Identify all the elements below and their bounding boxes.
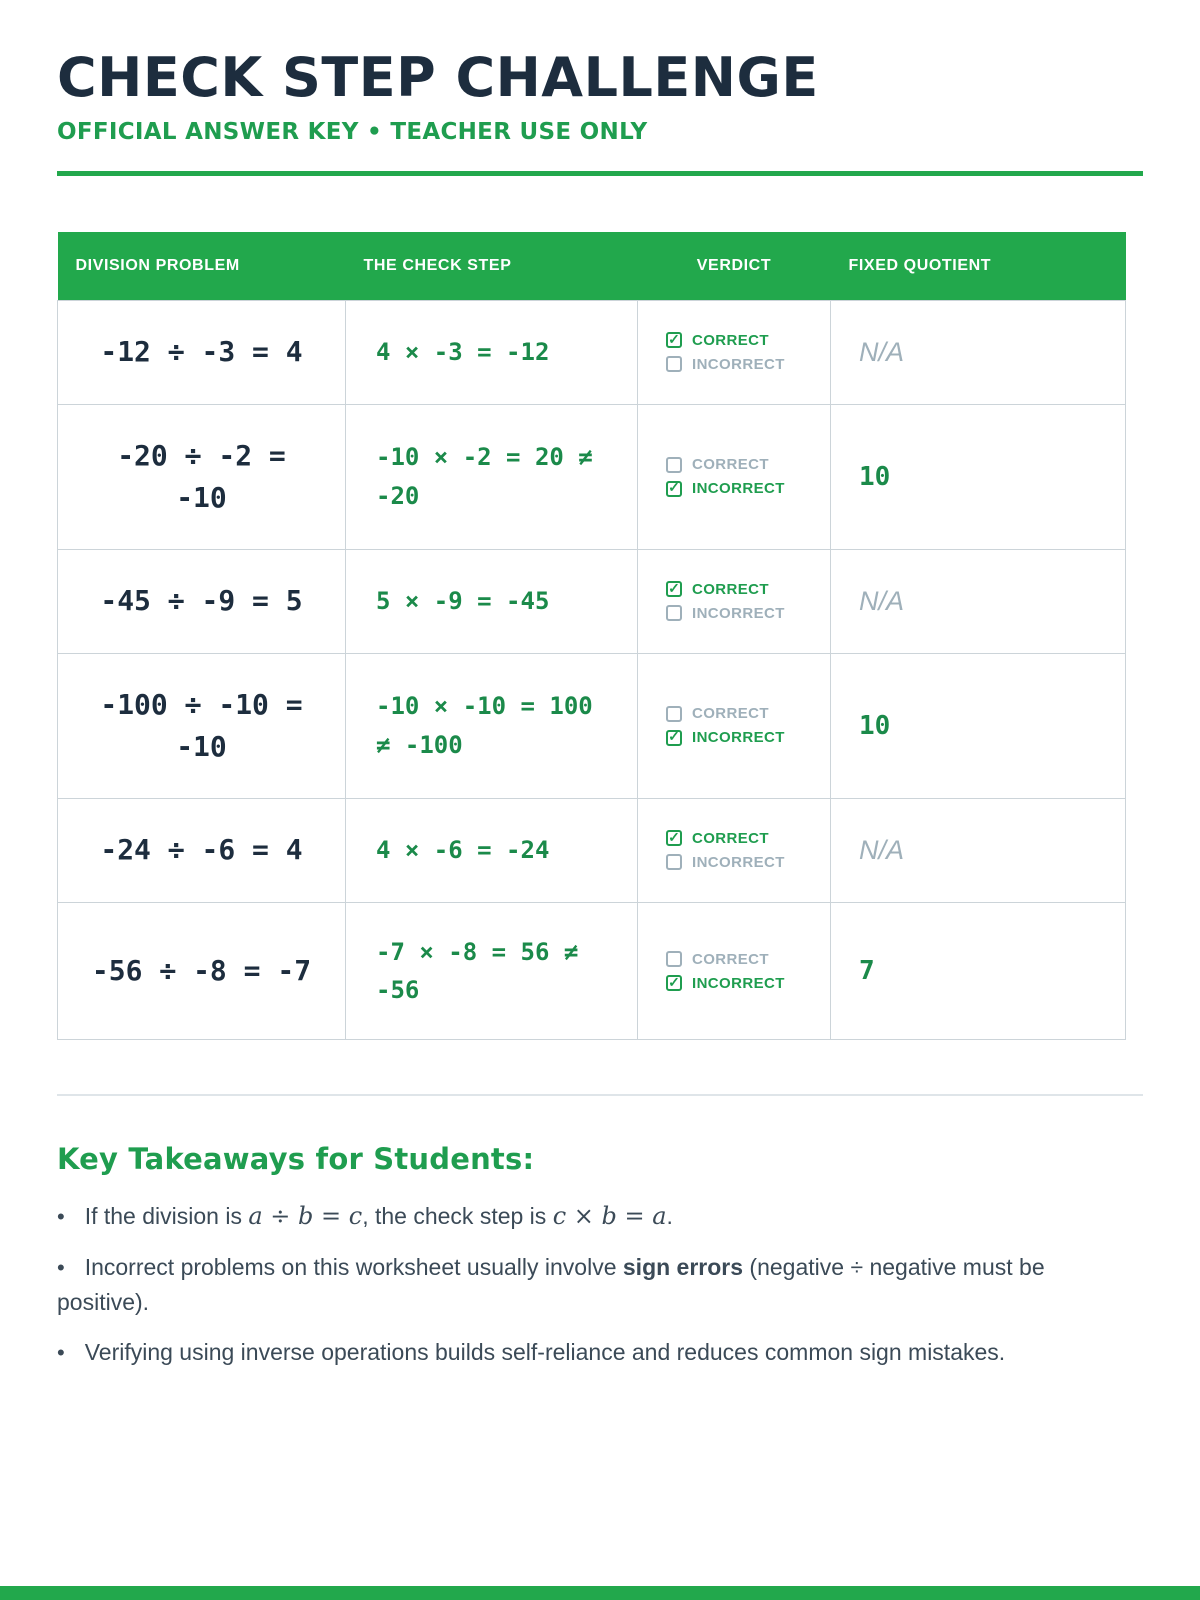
correct-label: CORRECT	[692, 829, 769, 847]
check-step: 4 × -3 = -12	[376, 337, 550, 366]
verdict-incorrect	[666, 356, 820, 373]
verdict-correct	[666, 581, 820, 598]
takeaway-item	[57, 1335, 1143, 1370]
takeaway-text: Verifying using inverse operations builds self-reliance and reduces common sign mistakes.	[84, 1339, 1006, 1366]
takeaway-text: , the check step is	[362, 1203, 553, 1230]
incorrect-label: INCORRECT	[692, 729, 785, 747]
checkmark-icon: ✓	[668, 330, 680, 347]
verdict-incorrect	[666, 605, 820, 622]
verdict-incorrect	[666, 480, 820, 497]
correct-label: CORRECT	[692, 580, 769, 598]
incorrect-checkbox[interactable]	[666, 730, 682, 746]
math-expression: c × b = a	[552, 1202, 667, 1231]
correct-checkbox[interactable]	[666, 332, 682, 348]
table-row	[58, 798, 1126, 902]
verdict-cell	[638, 653, 831, 798]
table-row	[58, 404, 1126, 549]
check-step: 4 × -6 = -24	[376, 835, 550, 864]
checkmark-icon: ✓	[668, 973, 680, 990]
verdict-cell	[638, 404, 831, 549]
fixed-quotient-cell	[831, 653, 1126, 798]
takeaway-text: If the division is	[84, 1203, 249, 1230]
correct-checkbox[interactable]	[666, 581, 682, 597]
check-step-cell	[346, 902, 638, 1040]
footer-accent-bar	[0, 1586, 1200, 1600]
fixed-quotient-cell	[831, 404, 1126, 549]
page-title: CHECK STEP CHALLENGE	[57, 46, 819, 109]
division-problem: -56 ÷ -8 = -7	[91, 954, 312, 988]
fixed-quotient: N/A	[859, 336, 905, 367]
fixed-quotient: 7	[859, 956, 875, 987]
verdict-correct	[666, 951, 820, 968]
check-step-cell	[346, 549, 638, 653]
col-header-division-problem: DIVISION PROBLEM	[58, 232, 346, 301]
correct-checkbox[interactable]	[666, 457, 682, 473]
check-step: -10 × -2 = 20 ≠ -20	[376, 443, 593, 510]
takeaways-heading: Key Takeaways for Students:	[57, 1142, 535, 1177]
takeaway-text: Incorrect problems on this worksheet usually involve	[84, 1254, 623, 1281]
correct-label: CORRECT	[692, 456, 769, 474]
incorrect-label: INCORRECT	[692, 480, 785, 498]
incorrect-checkbox[interactable]	[666, 975, 682, 991]
division-problem: -100 ÷ -10 = -10	[100, 687, 303, 763]
check-step: -7 × -8 = 56 ≠ -56	[376, 937, 579, 1005]
takeaway-text: .	[666, 1203, 673, 1230]
verdict-incorrect	[666, 854, 820, 871]
division-problem: -24 ÷ -6 = 4	[100, 833, 303, 867]
takeaway-item	[57, 1198, 1143, 1234]
division-problem-cell	[58, 404, 346, 549]
table-row	[58, 300, 1126, 404]
checkmark-icon: ✓	[668, 479, 680, 496]
fixed-quotient: N/A	[859, 834, 905, 865]
verdict-correct	[666, 332, 820, 349]
incorrect-checkbox[interactable]	[666, 854, 682, 870]
verdict-cell	[638, 798, 831, 902]
check-step-cell	[346, 653, 638, 798]
correct-label: CORRECT	[692, 705, 769, 723]
math-expression: a ÷ b = c	[248, 1202, 363, 1231]
division-problem: -20 ÷ -2 = -10	[117, 438, 286, 514]
check-step-cell	[346, 404, 638, 549]
verdict-correct	[666, 705, 820, 722]
correct-label: CORRECT	[692, 950, 769, 968]
col-header-check-step: THE CHECK STEP	[346, 232, 638, 301]
checkmark-icon: ✓	[668, 828, 680, 845]
correct-checkbox[interactable]	[666, 706, 682, 722]
fixed-quotient-cell	[831, 549, 1126, 653]
division-problem: -45 ÷ -9 = 5	[100, 584, 303, 618]
correct-checkbox[interactable]	[666, 951, 682, 967]
check-step-cell	[346, 798, 638, 902]
fixed-quotient-cell	[831, 902, 1126, 1040]
division-problem: -12 ÷ -3 = 4	[100, 335, 303, 369]
table-row	[58, 653, 1126, 798]
verdict-correct	[666, 456, 820, 473]
division-problem-cell	[58, 653, 346, 798]
fixed-quotient: 10	[859, 710, 891, 741]
verdict-correct	[666, 830, 820, 847]
fixed-quotient-cell	[831, 798, 1126, 902]
fixed-quotient-cell	[831, 300, 1126, 404]
verdict-incorrect	[666, 975, 820, 992]
section-divider	[57, 1094, 1143, 1096]
page-subtitle: OFFICIAL ANSWER KEY • TEACHER USE ONLY	[57, 118, 648, 145]
incorrect-label: INCORRECT	[692, 853, 785, 871]
division-problem-cell	[58, 549, 346, 653]
table-row	[58, 902, 1126, 1040]
header-accent-rule	[57, 171, 1143, 176]
check-step-cell	[346, 300, 638, 404]
checkmark-icon: ✓	[668, 728, 680, 745]
division-problem-cell	[58, 300, 346, 404]
verdict-incorrect	[666, 729, 820, 746]
fixed-quotient: N/A	[859, 585, 905, 616]
col-header-fixed-quotient: FIXED QUOTIENT	[831, 232, 1126, 301]
incorrect-checkbox[interactable]	[666, 605, 682, 621]
takeaway-emphasis: sign errors	[622, 1254, 744, 1281]
incorrect-label: INCORRECT	[692, 974, 785, 992]
verdict-cell	[638, 300, 831, 404]
correct-checkbox[interactable]	[666, 830, 682, 846]
incorrect-label: INCORRECT	[692, 604, 785, 622]
takeaway-item	[57, 1250, 1143, 1319]
table-header-row	[58, 232, 1126, 301]
checkmark-icon: ✓	[668, 579, 680, 596]
check-step: 5 × -9 = -45	[376, 586, 550, 615]
takeaways-section	[57, 1142, 1143, 1370]
answer-table-body	[58, 300, 1126, 1040]
incorrect-label: INCORRECT	[692, 355, 785, 373]
fixed-quotient: 10	[859, 461, 891, 492]
table-row	[58, 549, 1126, 653]
verdict-cell	[638, 902, 831, 1040]
incorrect-checkbox[interactable]	[666, 356, 682, 372]
verdict-cell	[638, 549, 831, 653]
header	[57, 46, 1143, 176]
correct-label: CORRECT	[692, 331, 769, 349]
incorrect-checkbox[interactable]	[666, 481, 682, 497]
division-problem-cell	[58, 902, 346, 1040]
check-step: -10 × -10 = 100 ≠ -100	[376, 692, 593, 759]
answer-key-table	[57, 232, 1126, 1041]
takeaways-list	[57, 1198, 1143, 1370]
takeaway-text: (negative ÷ negative must be positive).	[57, 1254, 1045, 1315]
division-problem-cell	[58, 798, 346, 902]
col-header-verdict: VERDICT	[638, 232, 831, 301]
